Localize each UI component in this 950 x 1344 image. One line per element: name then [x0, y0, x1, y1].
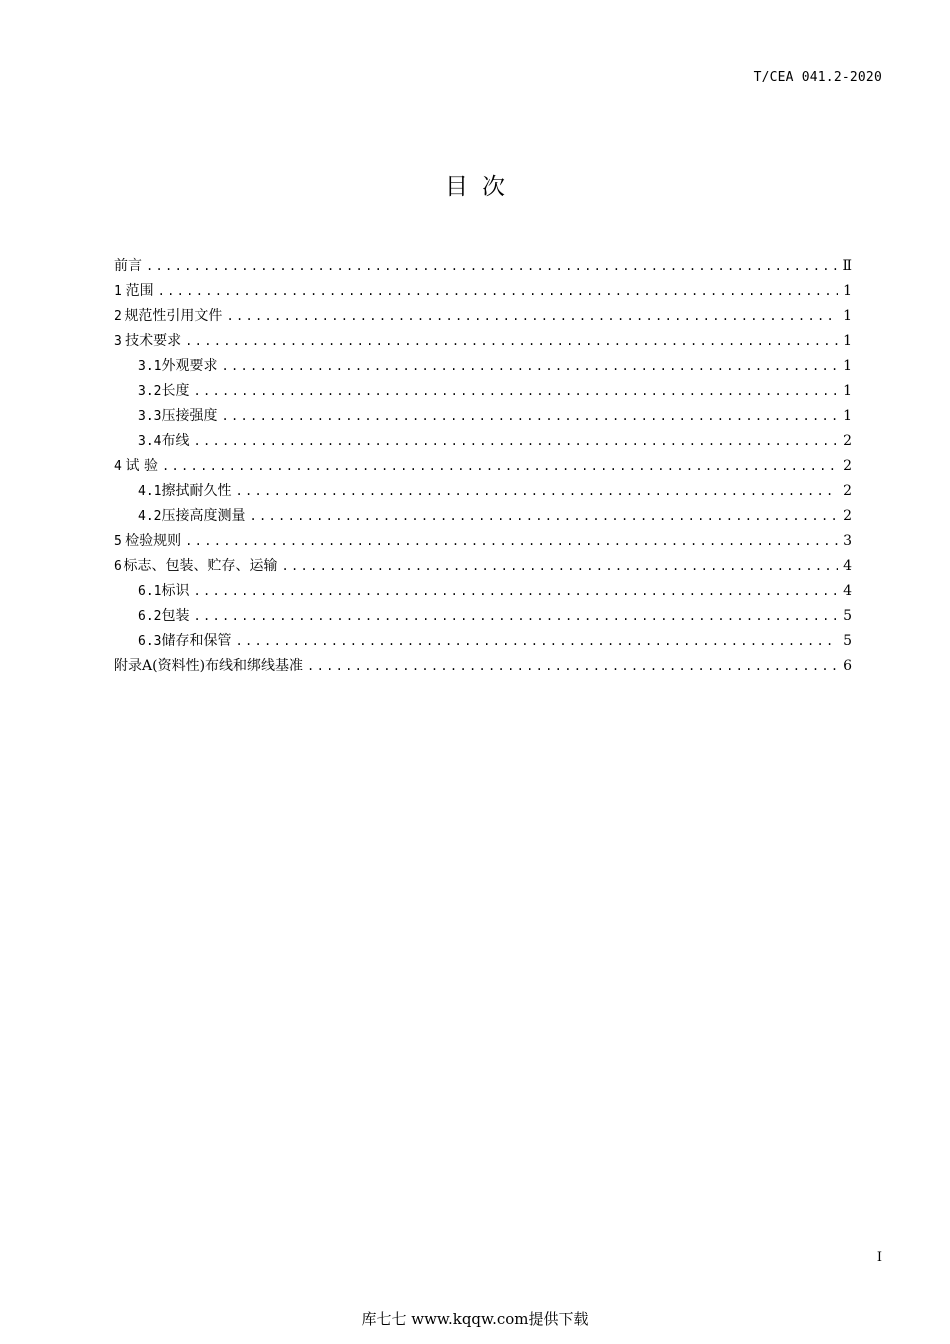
toc-entry-text: 包装	[161, 608, 190, 624]
toc-leader-dots	[221, 359, 838, 373]
toc-entry-number: 4	[114, 459, 122, 474]
toc-entry-2[interactable]	[114, 305, 852, 330]
toc-entry-number: 3.4	[138, 434, 162, 449]
toc-entry-3-3[interactable]	[114, 405, 852, 430]
toc-entry-4[interactable]	[114, 455, 852, 480]
toc-entry-6-1[interactable]	[114, 580, 852, 605]
toc-entry-page: 2	[843, 483, 852, 499]
toc-entry-page: 5	[843, 608, 852, 624]
toc-entry-page: 5	[843, 633, 852, 649]
toc-entry-text: 标识	[161, 583, 190, 599]
toc-entry-text: 擦拭耐久性	[161, 483, 232, 499]
toc-entry-6-2[interactable]	[114, 605, 852, 630]
toc-entry-page: Ⅱ	[842, 258, 852, 274]
toc-leader-dots	[193, 609, 838, 623]
toc-leader-dots	[158, 284, 838, 298]
toc-entry-text: 试 验	[125, 458, 158, 474]
toc-entry-page: 1	[843, 283, 852, 299]
toc-entry-text: 检验规则	[125, 533, 182, 549]
toc-entry-6-3[interactable]	[114, 630, 852, 655]
page-title: 目次	[445, 174, 519, 200]
toc-entry-3-2[interactable]	[114, 380, 852, 405]
toc-entry-6[interactable]	[114, 555, 852, 580]
toc-entry-4-2[interactable]	[114, 505, 852, 530]
toc-entry-page: 2	[843, 458, 852, 474]
toc-entry-page: 4	[843, 583, 852, 599]
toc-entry-page: 6	[843, 658, 852, 674]
toc-leader-dots	[226, 309, 838, 323]
toc-entry-page: 2	[843, 508, 852, 524]
toc-entry-4-1[interactable]	[114, 480, 852, 505]
toc-entry-appendix-a[interactable]	[114, 655, 852, 680]
toc-entry-page: 3	[843, 533, 852, 549]
toc-entry-text: 范围	[125, 283, 154, 299]
toc-entry-number: 6.3	[138, 634, 162, 649]
toc-leader-dots	[235, 634, 838, 648]
toc-entry-1[interactable]	[114, 280, 852, 305]
toc-leader-dots	[185, 334, 838, 348]
toc-entry-text: 储存和保管	[161, 633, 232, 649]
toc-entry-foreword[interactable]	[114, 255, 852, 280]
toc-entry-page: 1	[843, 308, 852, 324]
toc-entry-text: 布线	[161, 433, 190, 449]
toc-entry-3-4[interactable]	[114, 430, 852, 455]
toc-entry-number: 6	[114, 559, 122, 574]
toc-entry-page: 2	[843, 433, 852, 449]
toc-leader-dots	[282, 559, 839, 573]
toc-entry-number: 2	[114, 309, 122, 324]
table-of-contents	[114, 255, 852, 680]
toc-entry-page: 1	[843, 383, 852, 399]
toc-leader-dots	[221, 409, 838, 423]
toc-entry-number: 4.2	[138, 509, 162, 524]
toc-entry-text: 前言	[114, 258, 142, 274]
toc-entry-number: 4.1	[138, 484, 162, 499]
toc-entry-text: 技术要求	[125, 333, 182, 349]
toc-entry-text: 压接高度测量	[161, 508, 246, 524]
toc-entry-number: 3	[114, 334, 122, 349]
toc-entry-text: 标志、包装、贮存、运输	[123, 558, 278, 574]
toc-leader-dots	[307, 659, 838, 673]
toc-entry-number: 1	[114, 284, 122, 299]
toc-entry-page: 4	[843, 558, 852, 574]
toc-leader-dots	[193, 384, 838, 398]
toc-leader-dots	[193, 434, 838, 448]
toc-entry-page: 1	[843, 408, 852, 424]
toc-leader-dots	[146, 259, 838, 273]
toc-entry-text: 附录A(资料性)布线和绑线基准	[114, 658, 304, 674]
toc-entry-text: 长度	[161, 383, 190, 399]
toc-entry-page: 1	[843, 333, 852, 349]
toc-entry-number: 3.2	[138, 384, 162, 399]
download-watermark: 库七七 www.kqqw.com提供下载	[361, 1310, 589, 1328]
toc-entry-text: 外观要求	[161, 358, 218, 374]
toc-entry-number: 6.1	[138, 584, 162, 599]
toc-leader-dots	[235, 484, 838, 498]
page-number: I	[876, 1250, 882, 1265]
toc-entry-5[interactable]	[114, 530, 852, 555]
toc-leader-dots	[162, 459, 838, 473]
toc-entry-page: 1	[843, 358, 852, 374]
toc-entry-number: 5	[114, 534, 122, 549]
toc-leader-dots	[185, 534, 838, 548]
toc-entry-number: 6.2	[138, 609, 162, 624]
toc-entry-text: 压接强度	[161, 408, 218, 424]
toc-entry-text: 规范性引用文件	[124, 308, 223, 324]
standard-number: T/CEA 041.2-2020	[753, 70, 882, 85]
toc-leader-dots	[193, 584, 838, 598]
toc-leader-dots	[249, 509, 838, 523]
toc-entry-3[interactable]	[114, 330, 852, 355]
toc-entry-3-1[interactable]	[114, 355, 852, 380]
toc-entry-number: 3.1	[138, 359, 162, 374]
toc-entry-number: 3.3	[138, 409, 162, 424]
